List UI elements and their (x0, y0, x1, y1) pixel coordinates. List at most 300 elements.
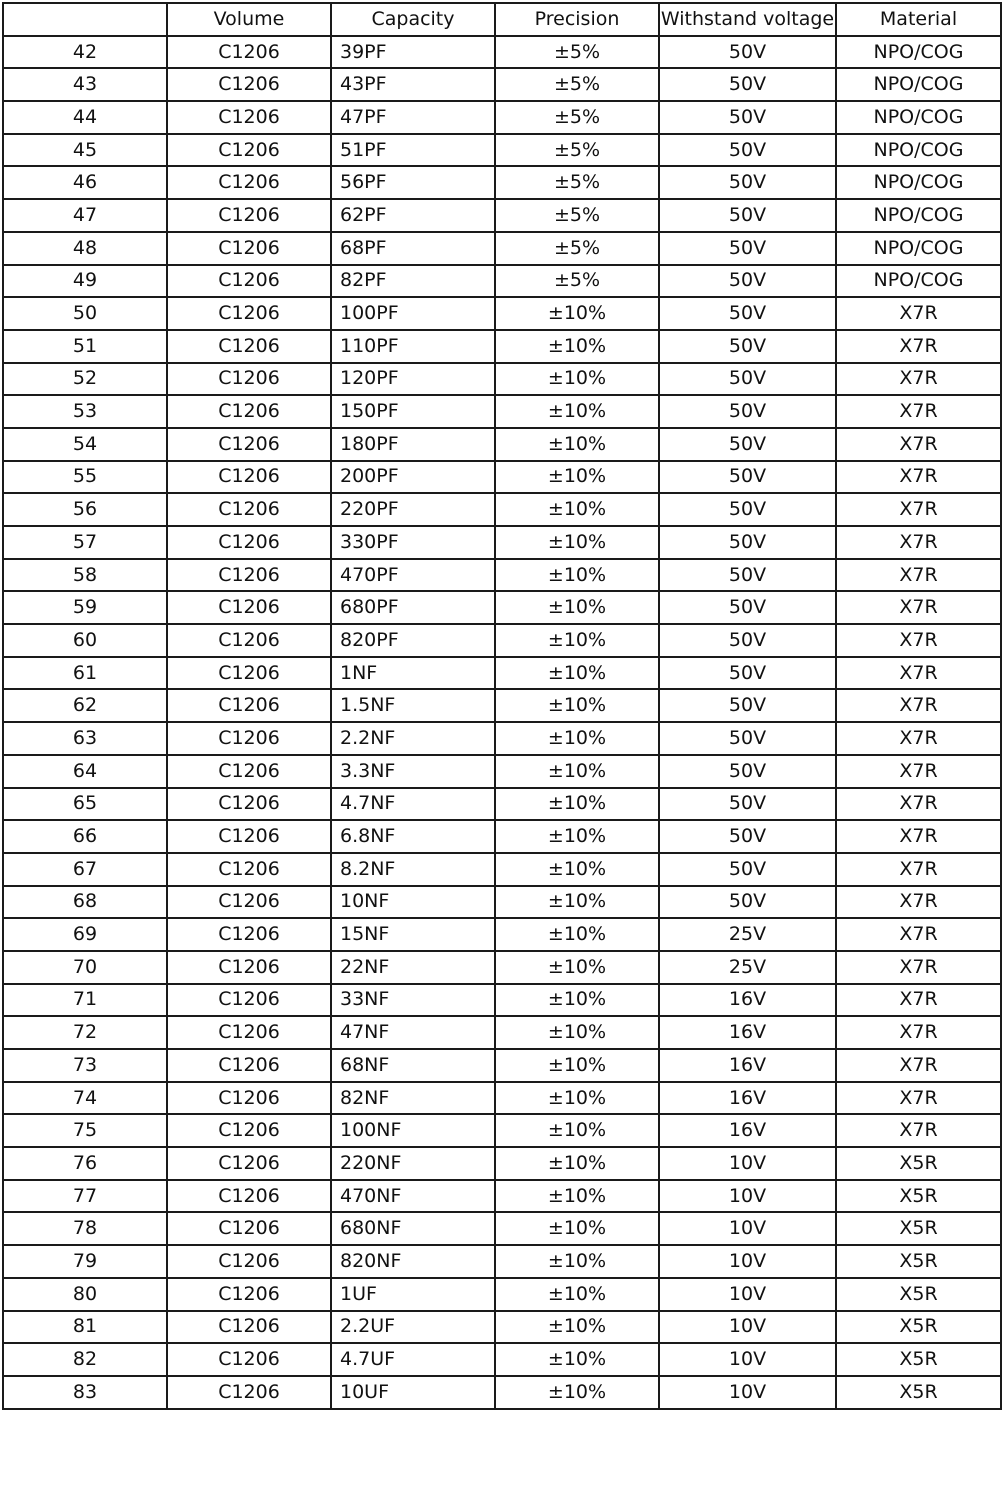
cell-index: 53 (3, 395, 167, 428)
cell-withstand-voltage: 50V (659, 428, 836, 461)
cell-material: X7R (836, 1114, 1001, 1147)
cell-withstand-voltage: 50V (659, 820, 836, 853)
cell-volume: C1206 (167, 101, 331, 134)
cell-material: NPO/COG (836, 265, 1001, 298)
cell-material: X7R (836, 1082, 1001, 1115)
table-row (3, 820, 1001, 853)
table-row (3, 428, 1001, 461)
cell-material: X7R (836, 297, 1001, 330)
cell-volume: C1206 (167, 788, 331, 821)
cell-material: X5R (836, 1278, 1001, 1311)
cell-capacity: 39PF (331, 36, 495, 69)
table-row (3, 1016, 1001, 1049)
cell-material: NPO/COG (836, 166, 1001, 199)
cell-volume: C1206 (167, 363, 331, 396)
cell-index: 80 (3, 1278, 167, 1311)
cell-material: X5R (836, 1147, 1001, 1180)
cell-withstand-voltage: 10V (659, 1147, 836, 1180)
cell-capacity: 82NF (331, 1082, 495, 1115)
table-row (3, 1049, 1001, 1082)
cell-withstand-voltage: 50V (659, 591, 836, 624)
cell-index: 83 (3, 1376, 167, 1409)
cell-volume: C1206 (167, 820, 331, 853)
cell-index: 51 (3, 330, 167, 363)
cell-volume: C1206 (167, 1376, 331, 1409)
cell-precision: ±10% (495, 657, 659, 690)
cell-precision: ±10% (495, 559, 659, 592)
cell-material: X5R (836, 1343, 1001, 1376)
cell-volume: C1206 (167, 657, 331, 690)
cell-volume: C1206 (167, 1245, 331, 1278)
header-material: Material (836, 3, 1001, 36)
table-row (3, 722, 1001, 755)
cell-index: 63 (3, 722, 167, 755)
cell-precision: ±10% (495, 853, 659, 886)
cell-precision: ±10% (495, 297, 659, 330)
table-row (3, 689, 1001, 722)
cell-index: 62 (3, 689, 167, 722)
cell-capacity: 680PF (331, 591, 495, 624)
cell-withstand-voltage: 16V (659, 1082, 836, 1115)
cell-capacity: 200PF (331, 461, 495, 494)
cell-material: X5R (836, 1245, 1001, 1278)
cell-volume: C1206 (167, 689, 331, 722)
cell-withstand-voltage: 50V (659, 755, 836, 788)
cell-capacity: 22NF (331, 951, 495, 984)
cell-material: X7R (836, 493, 1001, 526)
cell-withstand-voltage: 16V (659, 1016, 836, 1049)
cell-material: NPO/COG (836, 232, 1001, 265)
cell-material: X7R (836, 918, 1001, 951)
cell-material: X7R (836, 788, 1001, 821)
header-capacity: Capacity (331, 3, 495, 36)
cell-precision: ±10% (495, 820, 659, 853)
table-row (3, 657, 1001, 690)
cell-capacity: 4.7UF (331, 1343, 495, 1376)
cell-capacity: 100PF (331, 297, 495, 330)
cell-withstand-voltage: 16V (659, 984, 836, 1017)
cell-capacity: 1NF (331, 657, 495, 690)
cell-withstand-voltage: 50V (659, 624, 836, 657)
cell-volume: C1206 (167, 199, 331, 232)
cell-capacity: 4.7NF (331, 788, 495, 821)
cell-capacity: 2.2UF (331, 1311, 495, 1344)
cell-withstand-voltage: 50V (659, 68, 836, 101)
cell-capacity: 6.8NF (331, 820, 495, 853)
header-withstand-voltage: Withstand voltage (659, 3, 836, 36)
cell-volume: C1206 (167, 984, 331, 1017)
cell-index: 46 (3, 166, 167, 199)
cell-material: X7R (836, 820, 1001, 853)
cell-index: 71 (3, 984, 167, 1017)
table-row (3, 330, 1001, 363)
cell-material: X7R (836, 1016, 1001, 1049)
header-row (3, 3, 1001, 36)
cell-precision: ±10% (495, 1343, 659, 1376)
cell-precision: ±10% (495, 755, 659, 788)
cell-capacity: 1.5NF (331, 689, 495, 722)
table-row (3, 232, 1001, 265)
cell-index: 50 (3, 297, 167, 330)
table-row (3, 591, 1001, 624)
cell-capacity: 68PF (331, 232, 495, 265)
cell-precision: ±10% (495, 689, 659, 722)
cell-precision: ±10% (495, 1114, 659, 1147)
cell-volume: C1206 (167, 591, 331, 624)
cell-material: X7R (836, 461, 1001, 494)
cell-precision: ±10% (495, 461, 659, 494)
header-precision: Precision (495, 3, 659, 36)
table-row (3, 166, 1001, 199)
cell-withstand-voltage: 50V (659, 461, 836, 494)
cell-material: X5R (836, 1212, 1001, 1245)
cell-material: X7R (836, 526, 1001, 559)
cell-index: 75 (3, 1114, 167, 1147)
cell-withstand-voltage: 50V (659, 265, 836, 298)
cell-withstand-voltage: 25V (659, 951, 836, 984)
cell-material: X7R (836, 853, 1001, 886)
table-row (3, 134, 1001, 167)
table-row (3, 1180, 1001, 1213)
cell-withstand-voltage: 25V (659, 918, 836, 951)
cell-capacity: 33NF (331, 984, 495, 1017)
table-row (3, 265, 1001, 298)
header-index (3, 3, 167, 36)
cell-material: X5R (836, 1376, 1001, 1409)
cell-volume: C1206 (167, 1212, 331, 1245)
cell-withstand-voltage: 16V (659, 1114, 836, 1147)
cell-material: X7R (836, 591, 1001, 624)
cell-capacity: 220NF (331, 1147, 495, 1180)
cell-precision: ±10% (495, 330, 659, 363)
cell-withstand-voltage: 50V (659, 722, 836, 755)
cell-withstand-voltage: 10V (659, 1212, 836, 1245)
cell-withstand-voltage: 50V (659, 166, 836, 199)
cell-capacity: 10NF (331, 886, 495, 919)
cell-withstand-voltage: 50V (659, 526, 836, 559)
cell-material: X5R (836, 1311, 1001, 1344)
cell-index: 45 (3, 134, 167, 167)
table-row (3, 1212, 1001, 1245)
cell-capacity: 3.3NF (331, 755, 495, 788)
cell-capacity: 150PF (331, 395, 495, 428)
table-row (3, 68, 1001, 101)
table-row (3, 526, 1001, 559)
cell-precision: ±10% (495, 1016, 659, 1049)
cell-volume: C1206 (167, 232, 331, 265)
cell-index: 44 (3, 101, 167, 134)
table-row (3, 755, 1001, 788)
cell-withstand-voltage: 10V (659, 1376, 836, 1409)
cell-withstand-voltage: 50V (659, 363, 836, 396)
table-row (3, 395, 1001, 428)
cell-capacity: 1UF (331, 1278, 495, 1311)
cell-precision: ±10% (495, 722, 659, 755)
table-row (3, 951, 1001, 984)
table-body (3, 36, 1001, 1409)
table-row (3, 1278, 1001, 1311)
cell-material: X7R (836, 689, 1001, 722)
cell-volume: C1206 (167, 853, 331, 886)
cell-capacity: 680NF (331, 1212, 495, 1245)
cell-volume: C1206 (167, 951, 331, 984)
cell-volume: C1206 (167, 1278, 331, 1311)
cell-precision: ±10% (495, 1082, 659, 1115)
cell-index: 64 (3, 755, 167, 788)
table-row (3, 101, 1001, 134)
cell-capacity: 330PF (331, 526, 495, 559)
table-row (3, 199, 1001, 232)
cell-withstand-voltage: 50V (659, 297, 836, 330)
cell-precision: ±10% (495, 1278, 659, 1311)
cell-withstand-voltage: 10V (659, 1180, 836, 1213)
table-row (3, 1376, 1001, 1409)
cell-index: 70 (3, 951, 167, 984)
table-row (3, 363, 1001, 396)
cell-precision: ±10% (495, 363, 659, 396)
table-row (3, 559, 1001, 592)
table-row (3, 1343, 1001, 1376)
cell-capacity: 68NF (331, 1049, 495, 1082)
cell-material: X7R (836, 559, 1001, 592)
cell-volume: C1206 (167, 330, 331, 363)
cell-withstand-voltage: 10V (659, 1278, 836, 1311)
cell-capacity: 2.2NF (331, 722, 495, 755)
cell-precision: ±10% (495, 526, 659, 559)
cell-index: 68 (3, 886, 167, 919)
table-row (3, 297, 1001, 330)
cell-volume: C1206 (167, 68, 331, 101)
cell-capacity: 100NF (331, 1114, 495, 1147)
cell-precision: ±10% (495, 918, 659, 951)
cell-capacity: 82PF (331, 265, 495, 298)
cell-precision: ±10% (495, 591, 659, 624)
cell-index: 66 (3, 820, 167, 853)
cell-withstand-voltage: 50V (659, 134, 836, 167)
cell-withstand-voltage: 10V (659, 1311, 836, 1344)
cell-precision: ±5% (495, 68, 659, 101)
table-row (3, 493, 1001, 526)
table-row (3, 788, 1001, 821)
cell-precision: ±10% (495, 1180, 659, 1213)
cell-material: NPO/COG (836, 199, 1001, 232)
table-row (3, 36, 1001, 69)
cell-precision: ±5% (495, 166, 659, 199)
cell-withstand-voltage: 10V (659, 1245, 836, 1278)
cell-precision: ±5% (495, 199, 659, 232)
table-row (3, 984, 1001, 1017)
cell-material: X7R (836, 657, 1001, 690)
cell-material: X7R (836, 722, 1001, 755)
cell-precision: ±10% (495, 788, 659, 821)
cell-precision: ±10% (495, 1245, 659, 1278)
cell-precision: ±10% (495, 1049, 659, 1082)
cell-withstand-voltage: 50V (659, 886, 836, 919)
cell-withstand-voltage: 50V (659, 36, 836, 69)
cell-capacity: 220PF (331, 493, 495, 526)
cell-precision: ±5% (495, 134, 659, 167)
cell-index: 60 (3, 624, 167, 657)
cell-material: X7R (836, 1049, 1001, 1082)
table-header (3, 3, 1001, 36)
cell-index: 73 (3, 1049, 167, 1082)
cell-volume: C1206 (167, 755, 331, 788)
cell-volume: C1206 (167, 36, 331, 69)
cell-volume: C1206 (167, 1147, 331, 1180)
cell-withstand-voltage: 50V (659, 853, 836, 886)
cell-precision: ±10% (495, 395, 659, 428)
cell-precision: ±10% (495, 984, 659, 1017)
table-row (3, 1245, 1001, 1278)
cell-index: 57 (3, 526, 167, 559)
cell-capacity: 180PF (331, 428, 495, 461)
cell-index: 54 (3, 428, 167, 461)
cell-index: 78 (3, 1212, 167, 1245)
capacitor-spec-table (2, 2, 1002, 1410)
cell-index: 42 (3, 36, 167, 69)
cell-withstand-voltage: 50V (659, 232, 836, 265)
cell-material: X7R (836, 886, 1001, 919)
header-volume: Volume (167, 3, 331, 36)
cell-material: X7R (836, 755, 1001, 788)
cell-precision: ±10% (495, 886, 659, 919)
cell-volume: C1206 (167, 265, 331, 298)
cell-withstand-voltage: 50V (659, 689, 836, 722)
cell-material: X7R (836, 984, 1001, 1017)
cell-precision: ±10% (495, 428, 659, 461)
table-row (3, 461, 1001, 494)
cell-volume: C1206 (167, 624, 331, 657)
cell-material: X7R (836, 951, 1001, 984)
cell-withstand-voltage: 50V (659, 101, 836, 134)
cell-volume: C1206 (167, 166, 331, 199)
cell-index: 47 (3, 199, 167, 232)
cell-capacity: 820PF (331, 624, 495, 657)
cell-material: NPO/COG (836, 134, 1001, 167)
cell-volume: C1206 (167, 722, 331, 755)
cell-volume: C1206 (167, 395, 331, 428)
cell-capacity: 470NF (331, 1180, 495, 1213)
cell-index: 49 (3, 265, 167, 298)
cell-withstand-voltage: 50V (659, 657, 836, 690)
table-row (3, 624, 1001, 657)
cell-capacity: 120PF (331, 363, 495, 396)
cell-precision: ±10% (495, 1376, 659, 1409)
cell-material: X7R (836, 624, 1001, 657)
cell-volume: C1206 (167, 918, 331, 951)
table-row (3, 1311, 1001, 1344)
table-row (3, 918, 1001, 951)
table-row (3, 886, 1001, 919)
cell-material: X5R (836, 1180, 1001, 1213)
cell-volume: C1206 (167, 526, 331, 559)
cell-precision: ±10% (495, 951, 659, 984)
cell-withstand-voltage: 50V (659, 330, 836, 363)
cell-material: X7R (836, 330, 1001, 363)
cell-capacity: 47PF (331, 101, 495, 134)
cell-precision: ±5% (495, 232, 659, 265)
cell-index: 61 (3, 657, 167, 690)
cell-index: 55 (3, 461, 167, 494)
cell-index: 69 (3, 918, 167, 951)
cell-index: 52 (3, 363, 167, 396)
cell-material: X7R (836, 363, 1001, 396)
cell-index: 82 (3, 1343, 167, 1376)
cell-index: 56 (3, 493, 167, 526)
cell-withstand-voltage: 50V (659, 395, 836, 428)
cell-precision: ±10% (495, 1147, 659, 1180)
cell-precision: ±5% (495, 265, 659, 298)
cell-capacity: 8.2NF (331, 853, 495, 886)
cell-capacity: 470PF (331, 559, 495, 592)
cell-capacity: 51PF (331, 134, 495, 167)
cell-capacity: 43PF (331, 68, 495, 101)
cell-capacity: 820NF (331, 1245, 495, 1278)
table-row (3, 853, 1001, 886)
cell-volume: C1206 (167, 1114, 331, 1147)
cell-capacity: 56PF (331, 166, 495, 199)
cell-precision: ±10% (495, 1311, 659, 1344)
cell-withstand-voltage: 50V (659, 559, 836, 592)
cell-volume: C1206 (167, 134, 331, 167)
cell-volume: C1206 (167, 886, 331, 919)
cell-index: 58 (3, 559, 167, 592)
cell-index: 81 (3, 1311, 167, 1344)
cell-volume: C1206 (167, 1180, 331, 1213)
cell-precision: ±10% (495, 624, 659, 657)
cell-volume: C1206 (167, 559, 331, 592)
cell-capacity: 10UF (331, 1376, 495, 1409)
cell-index: 59 (3, 591, 167, 624)
cell-volume: C1206 (167, 1343, 331, 1376)
cell-withstand-voltage: 50V (659, 199, 836, 232)
table-row (3, 1114, 1001, 1147)
cell-index: 77 (3, 1180, 167, 1213)
cell-withstand-voltage: 10V (659, 1343, 836, 1376)
cell-capacity: 47NF (331, 1016, 495, 1049)
cell-capacity: 62PF (331, 199, 495, 232)
cell-index: 74 (3, 1082, 167, 1115)
cell-volume: C1206 (167, 1049, 331, 1082)
table-row (3, 1082, 1001, 1115)
cell-index: 72 (3, 1016, 167, 1049)
cell-volume: C1206 (167, 1016, 331, 1049)
cell-material: X7R (836, 395, 1001, 428)
cell-precision: ±10% (495, 1212, 659, 1245)
cell-volume: C1206 (167, 428, 331, 461)
cell-volume: C1206 (167, 493, 331, 526)
cell-index: 67 (3, 853, 167, 886)
cell-volume: C1206 (167, 1311, 331, 1344)
cell-capacity: 15NF (331, 918, 495, 951)
cell-index: 48 (3, 232, 167, 265)
cell-withstand-voltage: 16V (659, 1049, 836, 1082)
cell-withstand-voltage: 50V (659, 493, 836, 526)
cell-index: 79 (3, 1245, 167, 1278)
cell-volume: C1206 (167, 461, 331, 494)
cell-index: 76 (3, 1147, 167, 1180)
cell-material: X7R (836, 428, 1001, 461)
cell-material: NPO/COG (836, 68, 1001, 101)
table-row (3, 1147, 1001, 1180)
cell-withstand-voltage: 50V (659, 788, 836, 821)
cell-index: 43 (3, 68, 167, 101)
cell-precision: ±10% (495, 493, 659, 526)
cell-volume: C1206 (167, 297, 331, 330)
cell-capacity: 110PF (331, 330, 495, 363)
cell-index: 65 (3, 788, 167, 821)
cell-precision: ±5% (495, 36, 659, 69)
